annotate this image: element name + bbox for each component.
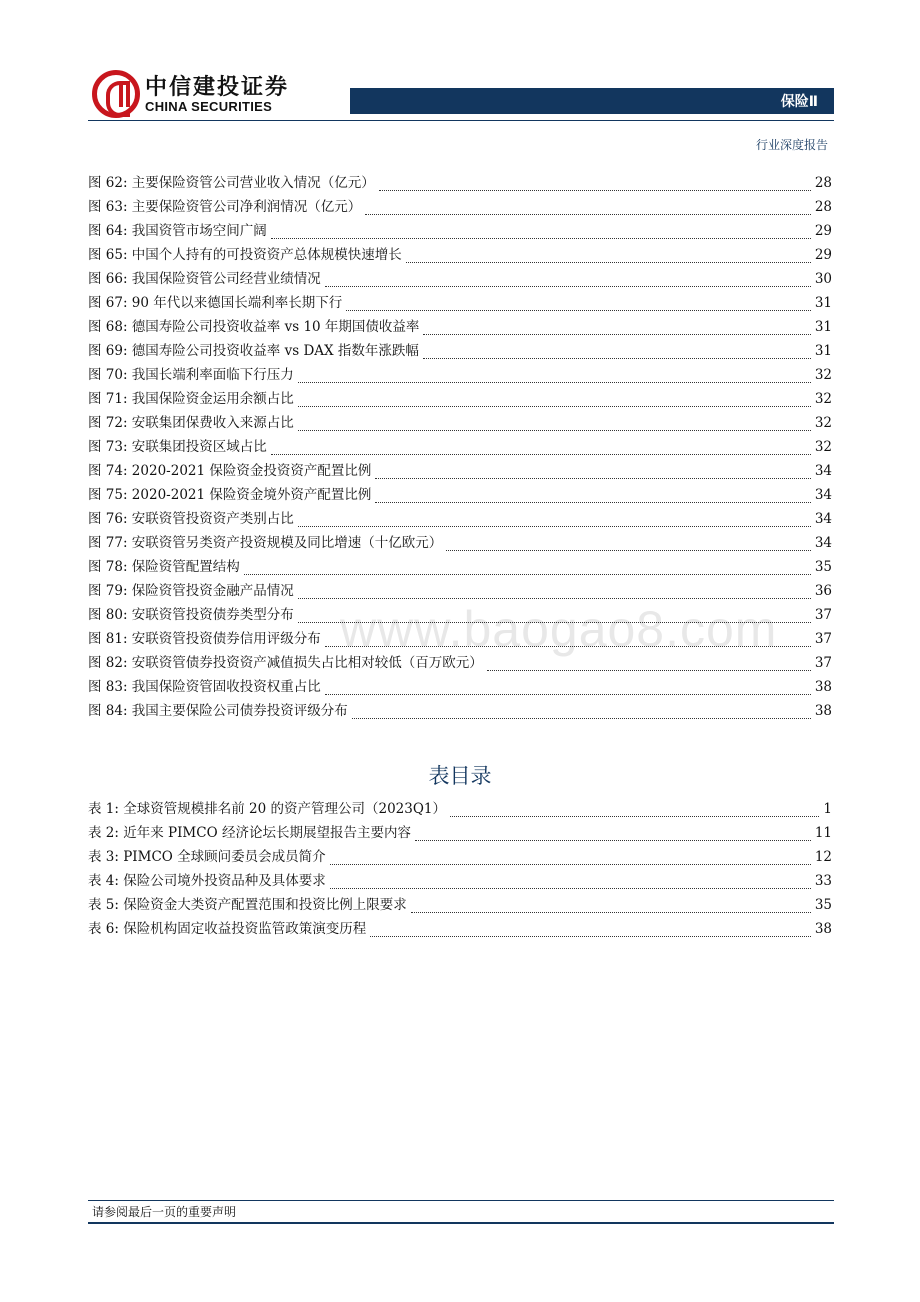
- figure-toc-entry-page-number: 34: [814, 511, 832, 527]
- table-toc-entry-page-number: 38: [814, 921, 832, 937]
- figure-toc-entry-page-number: 32: [814, 439, 832, 455]
- figure-toc-entry-label: 图 75: 2020-2021 保险资金境外资产配置比例: [88, 487, 372, 503]
- dot-leader: [330, 848, 811, 865]
- figure-toc-entry-label: 图 71: 我国保险资金运用余额占比: [88, 391, 294, 407]
- figure-toc-entry-label: 图 67: 90 年代以来德国长端利率长期下行: [88, 295, 343, 311]
- dot-leader: [375, 462, 810, 479]
- figure-toc-entry[interactable]: [88, 195, 832, 219]
- figure-toc-entry-label: 图 65: 中国个人持有的可投资资产总体规模快速增长: [88, 247, 402, 263]
- figure-toc-entry[interactable]: [88, 339, 832, 363]
- dot-leader: [298, 582, 811, 599]
- figure-toc-entry-label: 图 76: 安联资管投资资产类别占比: [88, 511, 294, 527]
- table-toc-entry-page-number: 12: [814, 849, 832, 865]
- figure-toc-entry-page-number: 31: [814, 295, 832, 311]
- table-toc-title: 表目录: [428, 764, 492, 788]
- figure-toc-list: [88, 171, 832, 723]
- dot-leader: [411, 896, 811, 913]
- table-toc-entry[interactable]: [88, 845, 832, 869]
- dot-leader: [298, 366, 811, 383]
- figure-toc-entry-label: 图 77: 安联资管另类资产投资规模及同比增速（十亿欧元）: [88, 535, 443, 551]
- figure-toc-entry-page-number: 32: [814, 391, 832, 407]
- table-toc-entry-label: 表 5: 保险资金大类资产配置范围和投资比例上限要求: [88, 897, 407, 913]
- figure-toc-entry[interactable]: [88, 315, 832, 339]
- figure-toc-entry[interactable]: [88, 267, 832, 291]
- figure-toc-entry-page-number: 37: [814, 655, 832, 671]
- figure-toc-entry-label: 图 80: 安联资管投资债券类型分布: [88, 607, 294, 623]
- figure-toc-entry-label: 图 69: 德国寿险公司投资收益率 vs DAX 指数年涨跌幅: [88, 343, 419, 359]
- dot-leader: [346, 294, 811, 311]
- figure-toc-entry-page-number: 30: [814, 271, 832, 287]
- figure-toc-entry[interactable]: [88, 291, 832, 315]
- figure-toc-entry-page-number: 35: [814, 559, 832, 575]
- dot-leader: [406, 246, 811, 263]
- table-toc-entry-label: 表 3: PIMCO 全球顾问委员会成员简介: [88, 849, 326, 865]
- figure-toc-entry-page-number: 31: [814, 343, 832, 359]
- table-toc-entry-page-number: 33: [814, 873, 832, 889]
- dot-leader: [298, 510, 811, 527]
- figure-toc-entry-page-number: 37: [814, 607, 832, 623]
- watermark: www.baogao8.com: [340, 601, 778, 657]
- figure-toc-entry-label: 图 62: 主要保险资管公司营业收入情况（亿元）: [88, 175, 375, 191]
- dot-leader: [365, 198, 811, 215]
- figure-toc-entry[interactable]: [88, 459, 832, 483]
- report-type-label: 行业深度报告: [755, 138, 828, 152]
- table-toc-list: [88, 797, 832, 941]
- dot-leader: [271, 438, 811, 455]
- figure-toc-entry[interactable]: [88, 411, 832, 435]
- dot-leader: [298, 390, 811, 407]
- sector-band: [350, 88, 834, 114]
- figure-toc-entry-page-number: 34: [814, 463, 832, 479]
- dot-leader: [379, 174, 811, 191]
- figure-toc-entry-label: 图 70: 我国长端利率面临下行压力: [88, 367, 294, 383]
- sector-label: 保险Ⅱ: [780, 94, 818, 110]
- figure-toc-entry-page-number: 34: [814, 535, 832, 551]
- dot-leader: [487, 654, 811, 671]
- figure-toc-entry-page-number: 29: [814, 223, 832, 239]
- figure-toc-entry-page-number: 38: [814, 703, 832, 719]
- figure-toc-entry[interactable]: [88, 171, 832, 195]
- figure-toc-entry-label: 图 74: 2020-2021 保险资金投资资产配置比例: [88, 463, 372, 479]
- figure-toc-entry[interactable]: [88, 627, 832, 651]
- brand-name-cn: 中信建投证券: [145, 75, 290, 100]
- dot-leader: [415, 824, 811, 841]
- figure-toc-entry[interactable]: [88, 219, 832, 243]
- brand-name-en: CHINA SECURITIES: [145, 99, 273, 114]
- table-toc-entry[interactable]: [88, 917, 832, 941]
- figure-toc-entry[interactable]: [88, 483, 832, 507]
- figure-toc-entry[interactable]: [88, 651, 832, 675]
- dot-leader: [446, 534, 811, 551]
- figure-toc-entry-page-number: 31: [814, 319, 832, 335]
- figure-toc-entry[interactable]: [88, 555, 832, 579]
- figure-toc-entry-label: 图 66: 我国保险资管公司经营业绩情况: [88, 271, 321, 287]
- dot-leader: [423, 318, 810, 335]
- table-toc-entry-page-number: 11: [814, 825, 832, 841]
- figure-toc-entry-page-number: 36: [814, 583, 832, 599]
- figure-toc-entry[interactable]: [88, 699, 832, 723]
- figure-toc-entry-page-number: 37: [814, 631, 832, 647]
- dot-leader: [330, 872, 811, 889]
- table-toc-entry[interactable]: [88, 797, 832, 821]
- table-toc-entry-label: 表 4: 保险公司境外投资品种及具体要求: [88, 873, 326, 889]
- dot-leader: [352, 702, 811, 719]
- table-toc-entry-label: 表 2: 近年来 PIMCO 经济论坛长期展望报告主要内容: [88, 825, 411, 841]
- china-securities-logo-icon: [92, 70, 140, 118]
- figure-toc-entry-label: 图 81: 安联资管投资债券信用评级分布: [88, 631, 321, 647]
- dot-leader: [370, 920, 811, 937]
- figure-toc-entry[interactable]: [88, 531, 832, 555]
- figure-toc-entry-label: 图 68: 德国寿险公司投资收益率 vs 10 年期国债收益率: [88, 319, 420, 335]
- figure-toc-entry-label: 图 63: 主要保险资管公司净利润情况（亿元）: [88, 199, 362, 215]
- dot-leader: [325, 678, 811, 695]
- figure-toc-entry-label: 图 73: 安联集团投资区域占比: [88, 439, 267, 455]
- dot-leader: [271, 222, 811, 239]
- dot-leader: [298, 414, 811, 431]
- table-toc-entry-page-number: 1: [823, 801, 832, 817]
- dot-leader: [298, 606, 811, 623]
- table-toc-entry-label: 表 6: 保险机构固定收益投资监管政策演变历程: [88, 921, 367, 937]
- figure-toc-entry-label: 图 83: 我国保险资管固收投资权重占比: [88, 679, 321, 695]
- table-toc-entry[interactable]: [88, 893, 832, 917]
- table-toc-entry[interactable]: [88, 821, 832, 845]
- dot-leader: [325, 630, 811, 647]
- table-toc-entry-page-number: 35: [814, 897, 832, 913]
- figure-toc-entry[interactable]: [88, 603, 832, 627]
- table-toc-entry-label: 表 1: 全球资管规模排名前 20 的资产管理公司（2023Q1）: [88, 801, 446, 817]
- figure-toc-entry-page-number: 29: [814, 247, 832, 263]
- header-divider: [88, 120, 834, 121]
- figure-toc-entry-page-number: 32: [814, 367, 832, 383]
- figure-toc-entry[interactable]: [88, 579, 832, 603]
- figure-toc-entry[interactable]: [88, 387, 832, 411]
- dot-leader: [423, 342, 811, 359]
- figure-toc-entry-label: 图 72: 安联集团保费收入来源占比: [88, 415, 294, 431]
- figure-toc-entry-label: 图 82: 安联资管债券投资资产减值损失占比相对较低（百万欧元）: [88, 655, 483, 671]
- table-toc-entry[interactable]: [88, 869, 832, 893]
- figure-toc-entry[interactable]: [88, 363, 832, 387]
- dot-leader: [450, 800, 819, 817]
- figure-toc-entry-label: 图 79: 保险资管投资金融产品情况: [88, 583, 294, 599]
- figure-toc-entry-page-number: 38: [814, 679, 832, 695]
- figure-toc-entry[interactable]: [88, 507, 832, 531]
- dot-leader: [244, 558, 811, 575]
- dot-leader: [325, 270, 811, 287]
- page-header: [0, 0, 920, 160]
- figure-toc-entry-page-number: 34: [814, 487, 832, 503]
- figure-toc-entry-label: 图 84: 我国主要保险公司债券投资评级分布: [88, 703, 348, 719]
- figure-toc-entry-label: 图 78: 保险资管配置结构: [88, 559, 240, 575]
- figure-toc-entry-page-number: 28: [814, 199, 832, 215]
- figure-toc-entry[interactable]: [88, 243, 832, 267]
- figure-toc-entry[interactable]: [88, 675, 832, 699]
- footer-divider-thin: [88, 1200, 834, 1201]
- figure-toc-entry-page-number: 28: [814, 175, 832, 191]
- footer-disclaimer: 请参阅最后一页的重要声明: [92, 1205, 237, 1219]
- figure-toc-entry-page-number: 32: [814, 415, 832, 431]
- dot-leader: [375, 486, 810, 503]
- figure-toc-entry-label: 图 64: 我国资管市场空间广阔: [88, 223, 267, 239]
- figure-toc-entry[interactable]: [88, 435, 832, 459]
- footer-divider-thick: [88, 1222, 834, 1224]
